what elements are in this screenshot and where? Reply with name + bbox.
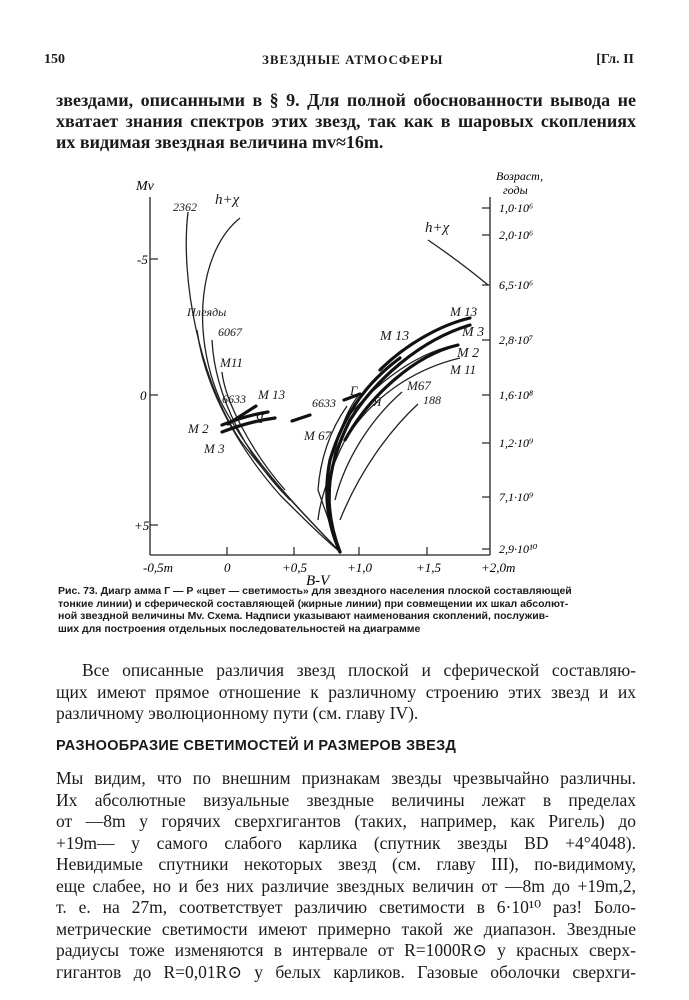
age-tick-label: 2,9·10¹⁰ — [499, 542, 538, 556]
seq-m2-right — [345, 345, 455, 420]
label-m3: M 3 — [204, 441, 225, 456]
caption-line: ной звездной величины Mv. Схема. Надписи указывают наименования скоплений, послужив- — [58, 610, 549, 622]
label-m11-right: M 11 — [450, 362, 477, 377]
label-hchi-right: h+χ — [425, 220, 450, 236]
seq-2362 — [186, 212, 340, 552]
right-axis-ticks — [482, 208, 490, 549]
paragraph-line: Их абсолютные визуальные звездные величины лежат в пределах — [56, 789, 636, 810]
label-pleiades: Плеяды — [187, 305, 227, 319]
thin-sequences — [186, 212, 488, 552]
left-axis-ticks — [150, 259, 158, 525]
label-6067: 6067 — [218, 325, 242, 339]
page-number: 150 — [44, 52, 65, 67]
paragraph-line: Все описанные различия звезд плоской и сферической составляю- — [82, 660, 636, 680]
label-m3-right: M 3 — [462, 325, 485, 340]
paragraph-line: различному эволюционному пути (см. главу IV). — [56, 703, 419, 723]
seq-hchi — [203, 218, 340, 552]
right-axis-title-units: годы — [503, 183, 528, 197]
label-ya: Я — [255, 411, 264, 426]
intro-line: звездами, описанными в § 9. Для полной обоснованности вывода не — [56, 90, 636, 110]
chapter-marker: [Гл. II — [596, 52, 634, 67]
x-tick-label: +0,5 — [282, 560, 308, 575]
label-m67b: M67 — [407, 378, 431, 393]
label-g: Г — [350, 383, 358, 398]
paragraph-luminosities — [56, 768, 636, 983]
right-axis-title: Возраст, — [496, 169, 544, 183]
age-tick-label: 1,6·10⁸ — [499, 388, 534, 402]
running-title: ЗВЕЗДНЫЕ АТМОСФЕРЫ — [262, 52, 444, 67]
paragraph-line: Мы видим, что по внешним признакам звезды чрезвычайно различны. — [56, 768, 636, 788]
age-tick-label: 2,0·10⁶ — [499, 228, 534, 242]
plot-frame — [150, 197, 490, 555]
y-tick-label: -5 — [137, 252, 148, 267]
x-axis-label: B-V — [306, 573, 330, 585]
age-tick-label: 1,2·10⁹ — [499, 436, 534, 450]
paragraph-line: еще слабее, но и без них различие звездных величин от —8m до +19m,2, — [56, 875, 636, 896]
age-tick-label: 7,1·10⁹ — [499, 490, 534, 504]
label-2362: 2362 — [173, 200, 197, 214]
paragraph-line: гигантов до R=0,01R⊙ у белых карликов. Газовые оболочки сверхги- — [56, 961, 636, 982]
x-tick-label: -0,5m — [143, 560, 173, 575]
age-tick-label: 1,0·10⁶ — [499, 201, 534, 215]
x-tick-label: +1,0 — [347, 560, 373, 575]
label-m11: M11 — [220, 355, 243, 370]
x-tick-label: 0 — [224, 560, 231, 575]
label-6633: 6633 — [222, 392, 246, 406]
label-m2: M 2 — [188, 421, 209, 436]
label-m13-right: M 13 — [450, 304, 478, 319]
y-tick-label: 0 — [140, 388, 147, 403]
label-m13: M 13 — [258, 387, 286, 402]
intro-line: их видимая звездная величина mv≈16m. — [56, 132, 384, 152]
y-tick-label: +5 — [134, 518, 150, 533]
paragraph-line: от —8m у горячих сверхгигантов (таких, например, как Ригель) до — [56, 811, 636, 831]
paragraph-line: щих имеют прямое отношение к различному строению этих звезд и их — [56, 681, 636, 702]
left-axis-label: Mv — [136, 179, 154, 194]
caption-line: ших для построения отдельных последовательностей на диаграмме — [58, 622, 421, 635]
label-6633b: 6633 — [312, 396, 336, 410]
label-m67: M 67 — [304, 428, 332, 443]
hr-diagram — [0, 160, 689, 585]
bottom-axis-ticks — [227, 547, 427, 555]
caption-line: тонкие линии) и сферической составляющей (жирные линии) при совмещении их шкал абсолют- — [58, 597, 569, 610]
caption-line: Рис. 73. Диагр амма Г — Р «цвет — светимость» для звездного населения плоской составляющей — [58, 585, 572, 597]
paragraph-differences — [56, 660, 636, 725]
intro-paragraph — [56, 90, 636, 153]
paragraph-line: метрические светимости имеют примерно такой же диапазон. Звездные — [56, 918, 636, 939]
paragraph-line: Невидимые спутники некоторых звезд (см. главу III), по-видимому, — [56, 854, 636, 874]
paragraph-line: т. е. на 27m, соответствует различию светимости в 6·10¹⁰ раз! Боло- — [56, 897, 636, 917]
label-m13-center: M 13 — [380, 329, 410, 344]
seq-hchi-right — [428, 240, 488, 285]
label-ya2: Я — [373, 394, 382, 409]
label-188: 188 — [423, 393, 441, 407]
x-tick-label: +2,0m — [481, 560, 516, 575]
section-heading: РАЗНООБРАЗИЕ СВЕТИМОСТЕЙ И РАЗМЕРОВ ЗВЕЗД — [56, 738, 457, 754]
thick-sequences — [222, 318, 470, 552]
paragraph-line: радиусы тоже изменяются в интервале от R=1000R⊙ у красных сверх- — [56, 940, 636, 960]
age-tick-label: 6,5·10⁶ — [499, 278, 534, 292]
label-m2-right: M 2 — [457, 346, 480, 361]
paragraph-line: +19m— у самого слабого карлика (спутник звезды BD +4°4048). — [56, 832, 636, 853]
intro-line: хватает знания спектров этих звезд, так как в шаровых скоплениях — [56, 111, 636, 131]
seq-6633-dash1 — [292, 415, 310, 421]
running-header — [44, 52, 634, 74]
age-tick-label: 2,8·10⁷ — [499, 333, 534, 347]
figure-caption — [58, 585, 638, 635]
seq-188 — [340, 404, 418, 520]
label-hchi: h+χ — [215, 192, 240, 208]
x-tick-label: +1,5 — [416, 560, 442, 575]
